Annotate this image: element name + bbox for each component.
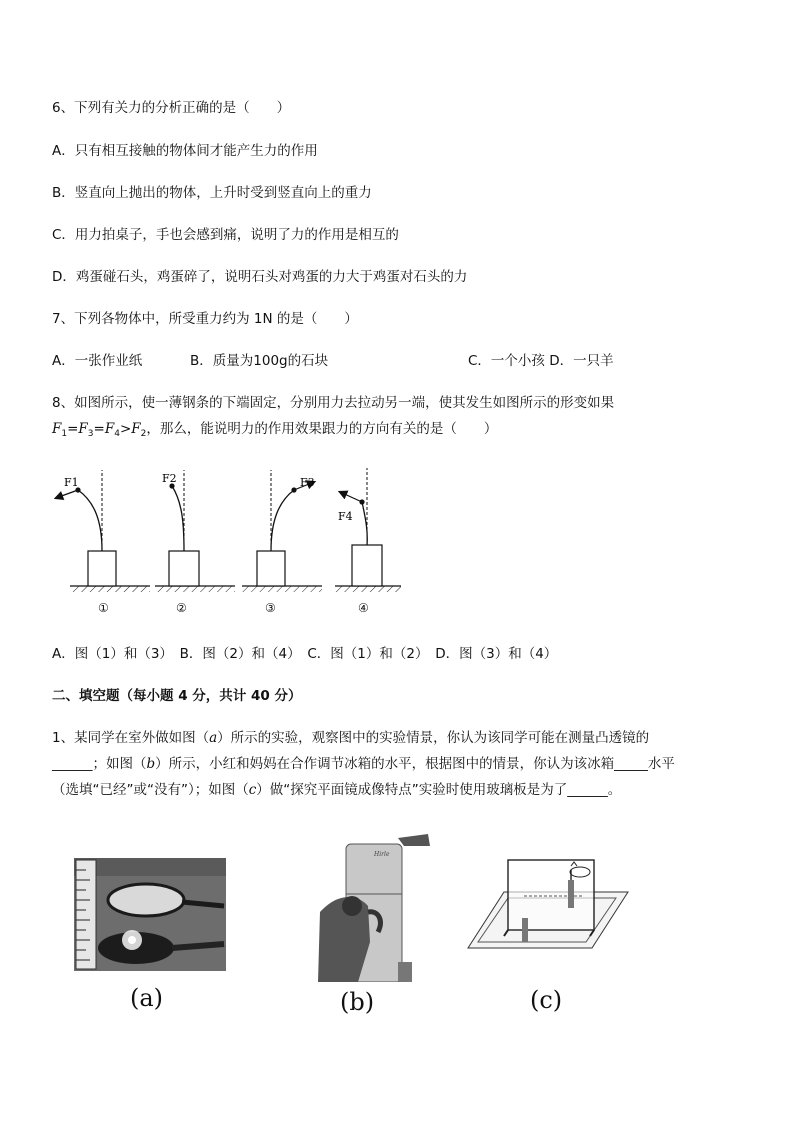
q6-option-a: A．只有相互接触的物体间才能产生力的作用 [52, 143, 318, 159]
q7-option-a: A．一张作业纸 [52, 353, 143, 369]
fill1-line3: （选填“已经”或“没有”）；如图（c）做“探究平面镜成像特点”实验时使用玻璃板是为了______。 [52, 782, 622, 798]
photo-b-fridge [318, 832, 434, 982]
force-label-f2: F2 [162, 472, 177, 485]
caption-c: (c) [530, 986, 563, 1014]
spring-figure-4 [335, 468, 401, 592]
q8-stem-line2: $F_1=F_3=F_4>F_2$，那么，能说明力的作用效果跟力的方向有关的是（ ） [52, 421, 498, 439]
spring-figure-1 [56, 470, 150, 592]
section-title: 二、填空题（每小题 4 分，共计 40 分） [52, 688, 302, 704]
q6-option-b: B．竖直向上抛出的物体，上升时受到竖直向上的重力 [52, 185, 372, 201]
q6-option-d: D．鸡蛋碰石头，鸡蛋碎了，说明石头对鸡蛋的力大于鸡蛋对石头的力 [52, 269, 468, 285]
figure-number-1: ① [98, 601, 109, 615]
caption-a: (a) [130, 984, 164, 1012]
fridge-brand-label: Hirle [374, 851, 390, 858]
force-label-f4: F4 [338, 510, 353, 523]
spring-figure-3 [242, 470, 322, 592]
fill1-line2: ______；如图（b）所示，小红和妈妈在合作调节冰箱的水平，根据图中的情景，你认为该冰箱_____水平 [52, 756, 675, 772]
figure-number-3: ③ [265, 601, 276, 615]
figure-number-2: ② [176, 601, 187, 615]
fill1-line1: 1、某同学在室外做如图（a）所示的实验，观察图中的实验情景，你认为该同学可能在测量凸透镜的 [52, 730, 650, 746]
q6-stem: 6、下列有关力的分析正确的是（ ） [52, 100, 291, 116]
photo-a-lens-focus [74, 858, 226, 971]
spring-figure-2 [155, 470, 235, 592]
q8-options: A．图（1）和（3） B．图（2）和（4） C．图（1）和（2） D．图（3）和（4） [52, 646, 558, 662]
q8-stem-line1: 8、如图所示，使一薄钢条的下端固定，分别用力去拉动另一端，使其发生如图所示的形变如果 [52, 395, 615, 411]
force-label-f1: F1 [64, 476, 79, 489]
q7-stem: 7、下列各物体中，所受重力约为 1N 的是（ ） [52, 311, 358, 327]
q8-formula: $F_1=F_3=F_4>F_2$ [52, 421, 147, 439]
q7-option-cd: C．一个小孩 D．一只羊 [468, 353, 614, 369]
caption-b: (b) [340, 988, 375, 1016]
q8-figure [50, 462, 410, 602]
q7-option-b: B．质量为100g的石块 [190, 353, 329, 369]
photo-c-mirror-setup [464, 852, 630, 966]
force-label-f3: F3 [300, 476, 315, 489]
q6-option-c: C．用力拍桌子，手也会感到痛，说明了力的作用是相互的 [52, 227, 399, 243]
figure-number-4: ④ [358, 601, 369, 615]
